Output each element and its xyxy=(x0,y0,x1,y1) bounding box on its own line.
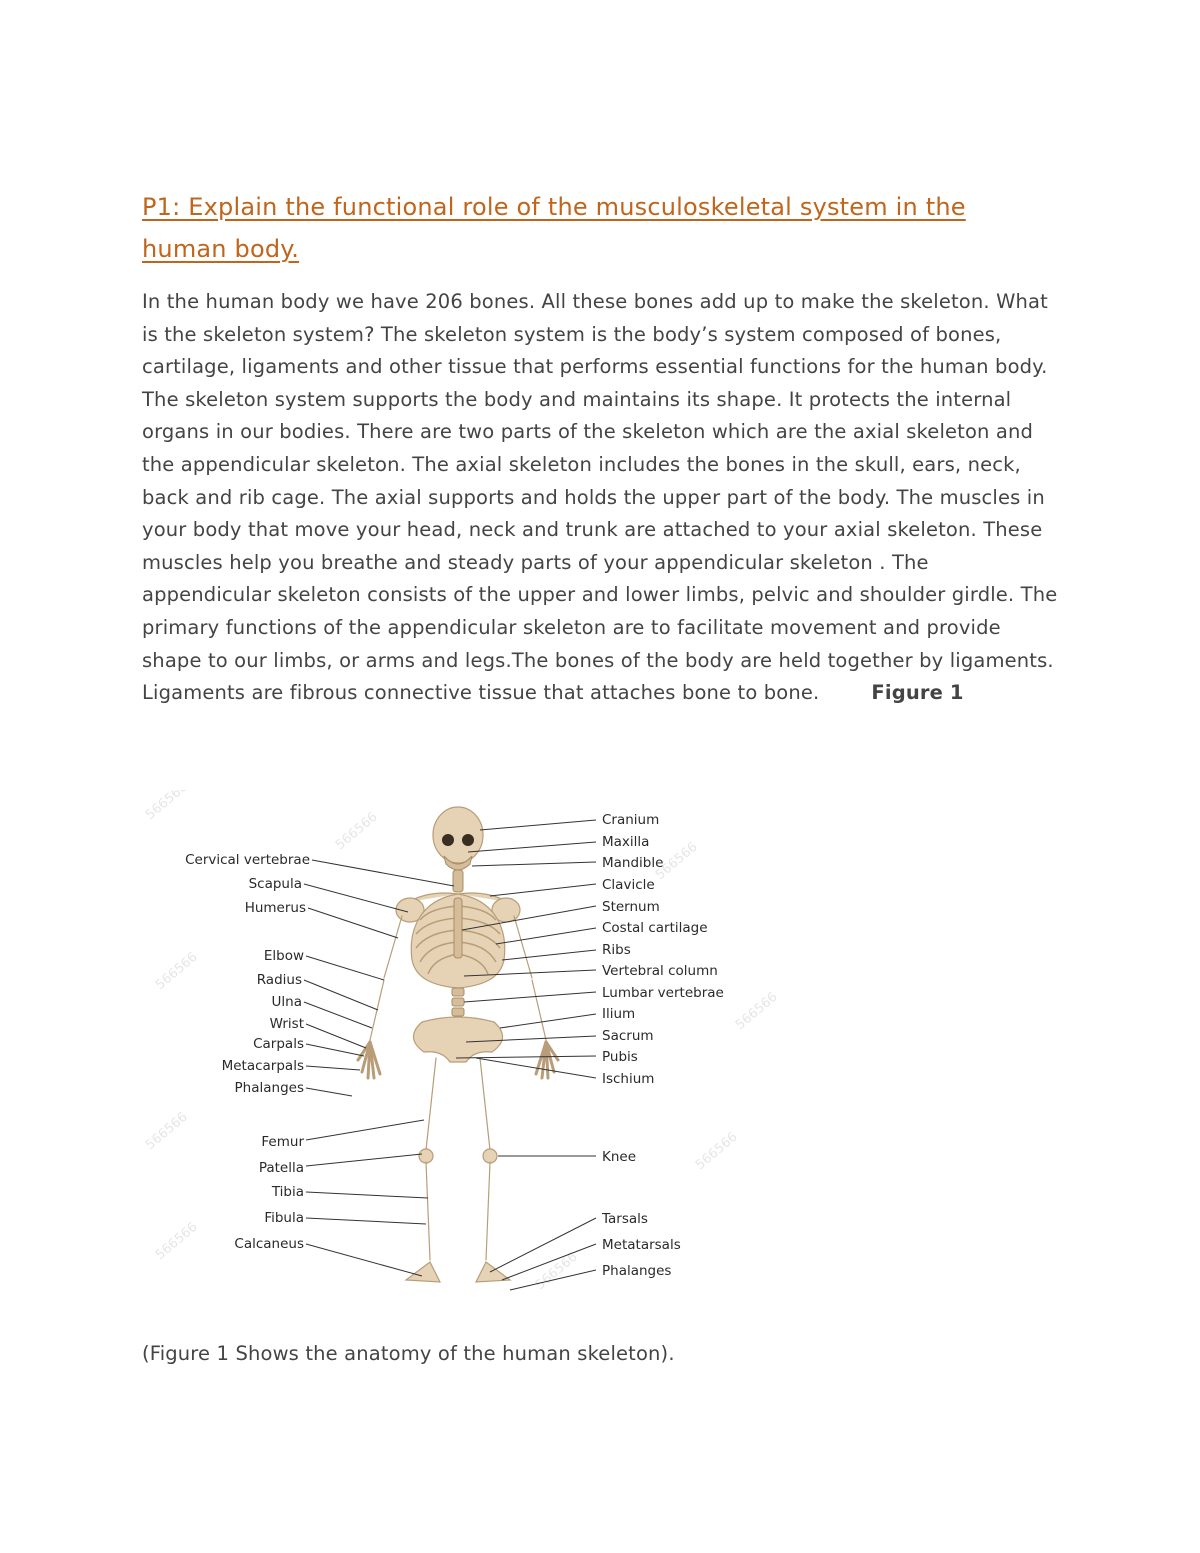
label-tibia: Tibia xyxy=(271,1184,304,1200)
label-costal-cartilage: Costal cartilage xyxy=(602,920,708,936)
svg-text:566566: 566566 xyxy=(732,989,780,1034)
label-sacrum: Sacrum xyxy=(602,1028,654,1044)
label-ribs: Ribs xyxy=(602,942,631,958)
label-knee: Knee xyxy=(602,1149,637,1165)
label-cervical-vertebrae: Cervical vertebrae xyxy=(185,852,310,868)
label-calcaneus: Calcaneus xyxy=(234,1236,304,1252)
label-humerus: Humerus xyxy=(244,900,306,916)
eye-socket-left xyxy=(442,834,454,846)
label-wrist: Wrist xyxy=(269,1016,304,1032)
label-cranium: Cranium xyxy=(602,812,660,828)
label-maxilla: Maxilla xyxy=(602,834,650,850)
label-fibula: Fibula xyxy=(264,1210,304,1226)
label-patella: Patella xyxy=(258,1160,304,1176)
svg-text:566566: 566566 xyxy=(692,1129,741,1174)
label-phalanges-foot: Phalanges xyxy=(602,1263,672,1279)
figure-caption: (Figure 1 Shows the anatomy of the human skeleton). xyxy=(142,1342,675,1365)
label-ilium: Ilium xyxy=(602,1006,636,1022)
label-vertebral-column: Vertebral column xyxy=(602,963,718,979)
skeleton-figure xyxy=(140,790,780,1320)
label-metatarsals: Metatarsals xyxy=(602,1237,681,1253)
label-tarsals: Tarsals xyxy=(602,1211,648,1227)
label-carpals: Carpals xyxy=(253,1036,304,1052)
label-mandible: Mandible xyxy=(602,855,664,871)
svg-text:566566: 566566 xyxy=(142,1109,191,1154)
label-ischium: Ischium xyxy=(602,1071,655,1087)
page-heading: P1: Explain the functional role of the musculoskeletal system in the human body. xyxy=(142,193,966,263)
pelvis xyxy=(413,1017,502,1062)
skeleton-diagram xyxy=(140,790,780,1320)
svg-text:566566: 566566 xyxy=(652,839,701,884)
left-labels xyxy=(185,852,310,1252)
svg-text:566566: 566566 xyxy=(332,809,381,854)
eye-socket-right xyxy=(462,834,474,846)
body-text: In the human body we have 206 bones. All these bones add up to make the skeleton. What is the skeleton system? The skeleton system is the body’s system composed of bones, cartilage, ligaments and other tissue that performs essential functions for the human body. The skeleton system supports the body and maintains its shape. It protects the internal organs in our bodies. There are two parts of the skeleton which are the axial skeleton and the appendicular skeleton. The axial skeleton includes the bones in the skull, ears, neck, back and rib cage. The axial supports and holds the upper part of the body. The muscles in your body that move your head, neck and trunk are attached to your axial skeleton. These muscles help you breathe and steady parts of your appendicular skeleton . The appendicular skeleton consists of the upper and lower limbs, pelvic and shoulder girdle. The primary functions of the appendicular skeleton are to facilitate movement and provide shape to our limbs, or arms and legs.The bones of the body are held together by ligaments. Ligaments are fibrous connective tissue that attaches bone to bone. xyxy=(142,290,1058,705)
svg-text:566566: 566566 xyxy=(532,1249,581,1294)
label-clavicle: Clavicle xyxy=(602,877,655,893)
label-phalanges-hand: Phalanges xyxy=(234,1080,304,1096)
label-metacarpals: Metacarpals xyxy=(221,1058,304,1074)
label-pubis: Pubis xyxy=(602,1049,638,1065)
body-paragraph xyxy=(142,286,1060,710)
label-lumbar-vertebrae: Lumbar vertebrae xyxy=(602,985,724,1001)
svg-text:566566: 566566 xyxy=(152,1219,201,1264)
skeleton-body xyxy=(358,807,558,1282)
label-elbow: Elbow xyxy=(263,948,304,964)
skull xyxy=(433,807,483,863)
label-scapula: Scapula xyxy=(248,876,302,892)
figure-reference: Figure 1 xyxy=(871,681,964,705)
label-ulna: Ulna xyxy=(271,994,302,1010)
svg-text:566566: 566566 xyxy=(142,790,191,824)
label-femur: Femur xyxy=(261,1134,304,1150)
label-radius: Radius xyxy=(256,972,302,988)
svg-text:566566: 566566 xyxy=(152,949,201,994)
label-sternum: Sternum xyxy=(602,899,660,915)
